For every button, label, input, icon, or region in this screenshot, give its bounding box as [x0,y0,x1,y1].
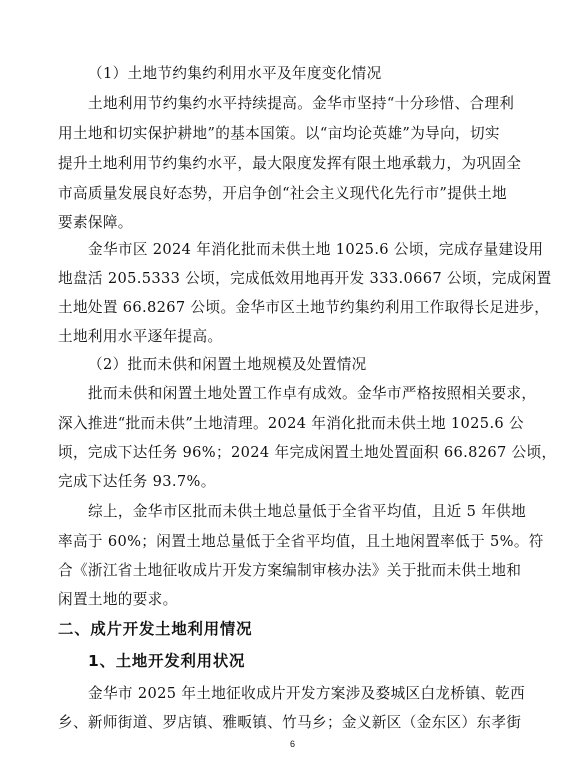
paragraph-line: 顷，完成下达任务 96%；2024 年完成闲置土地处置面积 66.8267 公顷， [58,444,557,461]
paragraph-line: 率高于 60%；闲置土地总量低于全省平均值，且土地闲置率低于 5%。符 [58,533,544,550]
chapter-heading-area-development: 二、成片开发土地利用情况 [58,620,253,638]
page-number: 6 [289,739,295,749]
paragraph-line: 金华市 2025 年土地征收成片开发方案涉及婺城区白龙桥镇、乾西 [88,685,526,702]
paragraph-line: 批而未供和闲置土地处置工作卓有成效。金华市严格按照相关要求， [88,385,537,402]
paragraph-line: 提升土地利用节约集约水平，最大限度发挥有限土地承载力，为巩固全 [58,155,522,172]
paragraph-line: 深入推进“批而未供”土地清理。2024 年消化批而未供土地 1025.6 公 [58,415,525,432]
paragraph-line: 完成下达任务 93.7%。 [58,473,216,490]
paragraph-line: 闲置土地的要求。 [58,591,178,608]
subsection-heading-land-development-status: 1、土地开发利用状况 [88,652,246,670]
paragraph-line: 地盘活 205.5333 公顷，完成低效用地再开发 333.0667 公顷，完成闲置 [58,270,552,287]
paragraph-line: 综上，金华市区批而未供土地总量低于全省平均值，且近 5 年供地 [88,503,527,520]
paragraph-line: 要素保障。 [58,214,133,231]
paragraph-line: 合《浙江省土地征收成片开发方案编制审核办法》关于批而未供土地和 [58,562,522,579]
paragraph-line: 土地利用节约集约水平持续提高。金华市坚持“十分珍惜、合理利 [88,95,515,112]
paragraph-line: 市高质量发展良好态势，开启争创“社会主义现代化先行市”提供土地 [58,185,507,202]
paragraph-line: 土地处置 66.8267 公顷。金华市区土地节约集约利用工作取得长足进步， [58,299,550,316]
section-heading-land-intensive-use: （1）土地节约集约利用水平及年度变化情况 [88,65,382,82]
paragraph-line: 乡、新师街道、罗店镇、雅畈镇、竹马乡；金义新区（金东区）东孝街 [58,714,522,731]
paragraph-line: 用土地和切实保护耕地”的基本国策。以“亩均论英雄”为导向，切实 [58,125,500,142]
paragraph-line: 金华市区 2024 年消化批而未供土地 1025.6 公顷，完成存量建设用 [88,241,544,258]
paragraph-line: 土地利用水平逐年提高。 [58,328,223,345]
section-heading-unused-land: （2）批而未供和闲置土地规模及处置情况 [88,356,367,373]
